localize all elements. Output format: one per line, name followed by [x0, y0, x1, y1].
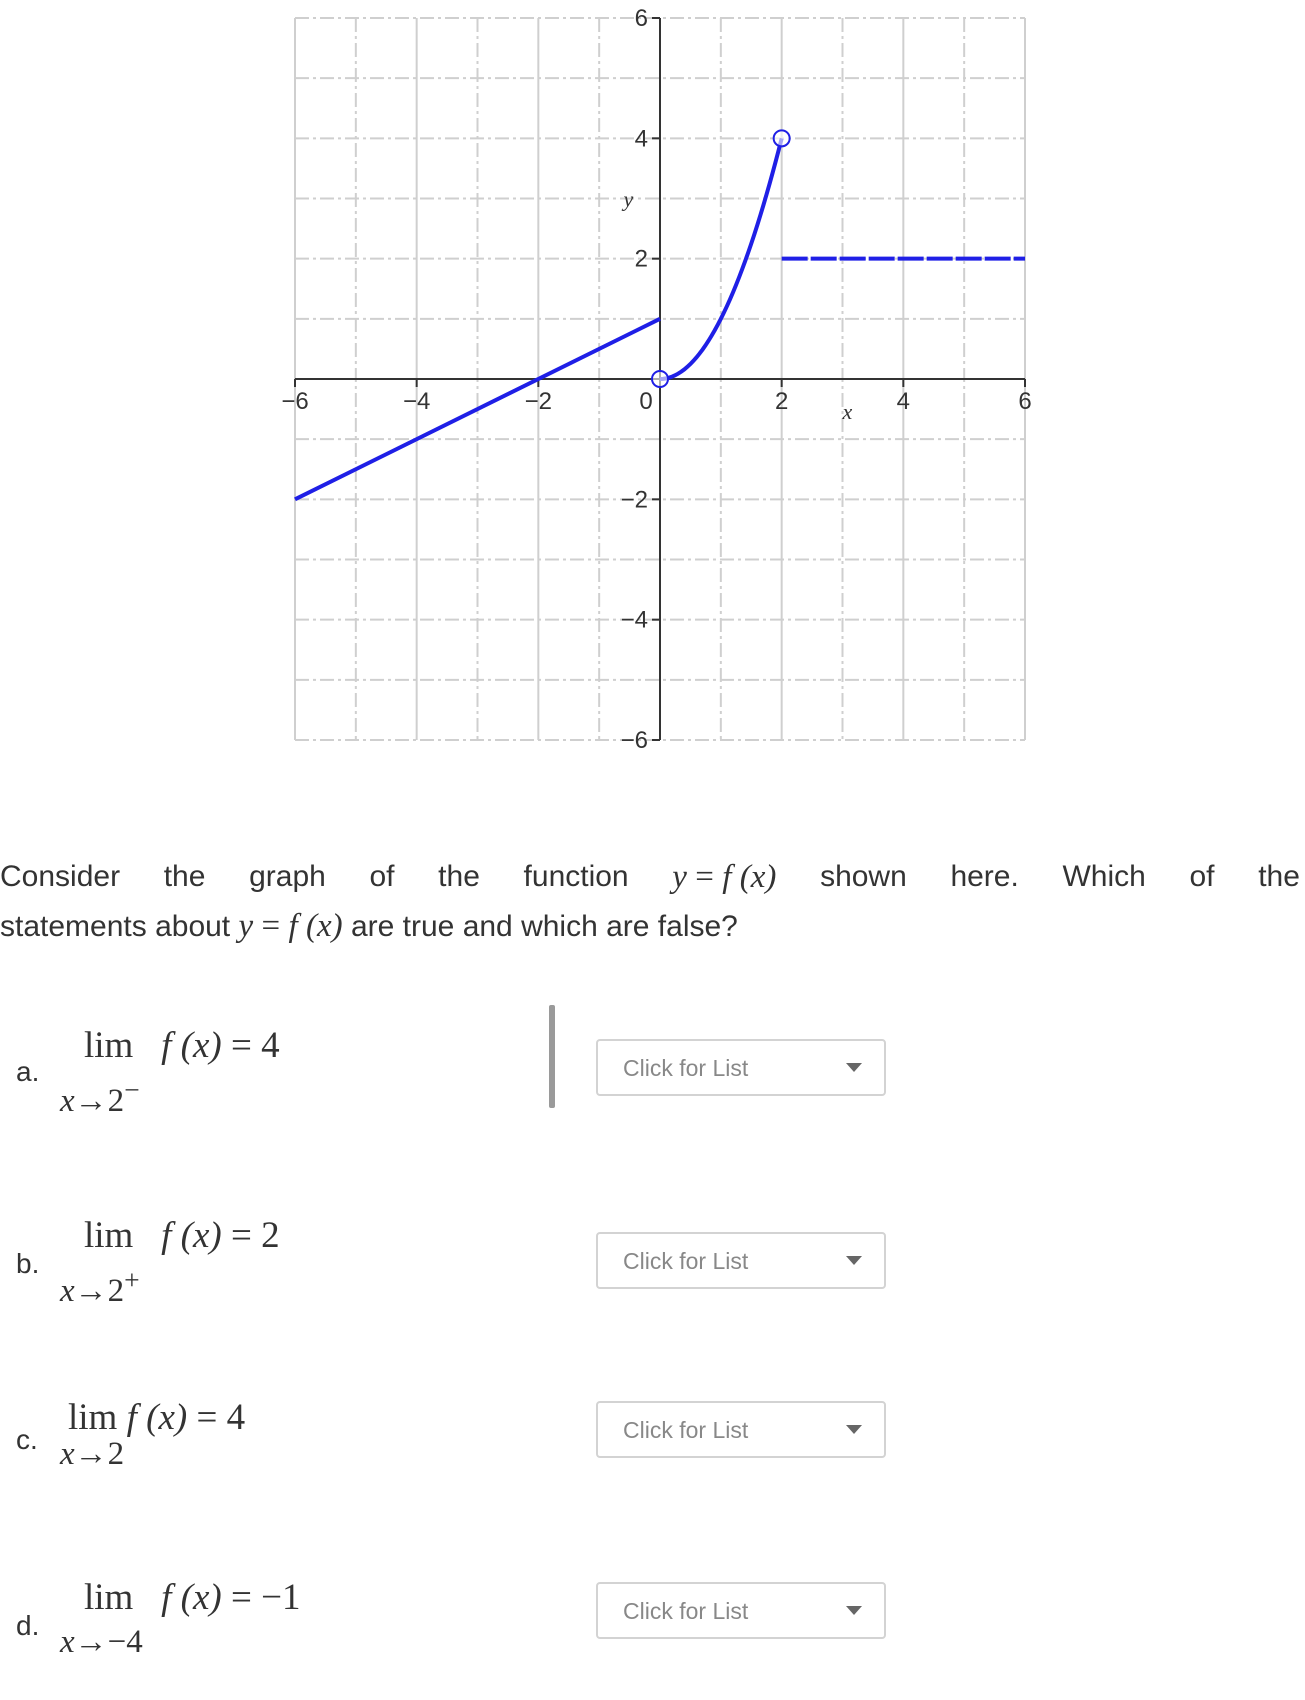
x-tick-label: −4: [402, 388, 431, 415]
y-tick-label: −4: [620, 606, 648, 634]
chevron-down-icon: [846, 1425, 862, 1434]
side-sign: −: [124, 1074, 140, 1105]
x-tick-label: 4: [896, 388, 911, 415]
lim-word: lim: [84, 1215, 134, 1256]
function-expression: y = f (x): [672, 859, 777, 895]
limit-function: f (x): [126, 1397, 188, 1438]
x-tick-label: 6: [1018, 388, 1032, 415]
open-point: [774, 130, 790, 146]
function-graph: [0, 0, 1305, 760]
word: function: [523, 860, 629, 893]
word: the: [438, 860, 480, 893]
limit-function: f (x): [161, 1577, 222, 1618]
statement-b: b. lim f (x) = 2 x→2+ Click for List: [0, 1212, 1305, 1332]
item-letter: b.: [16, 1248, 40, 1279]
x-tick-label: −6: [281, 388, 309, 415]
statement-d: d. lim f (x) = −1 x→−4 Click for List: [0, 1580, 1305, 1700]
open-point: [652, 371, 668, 387]
limit-function: f (x): [161, 1215, 222, 1256]
word: of: [369, 860, 395, 893]
word: here.: [950, 860, 1019, 893]
limit-value: 4: [226, 1397, 246, 1438]
chevron-down-icon: [846, 1606, 862, 1615]
y-tick-label: 6: [634, 5, 648, 32]
equals: =: [230, 1215, 252, 1256]
side-sign: +: [124, 1264, 140, 1295]
y-tick-label: −2: [620, 486, 648, 514]
lim-word: lim: [84, 1025, 134, 1066]
x-axis-label: x: [842, 399, 853, 425]
word: Consider: [0, 860, 121, 893]
word: Which: [1062, 860, 1146, 893]
y-tick-label: −6: [620, 727, 648, 754]
statement-c: c. lim f (x) = 4 x→2 Click for List: [0, 1400, 1305, 1520]
equals: =: [230, 1025, 252, 1066]
true-false-dropdown-d[interactable]: Click for List: [596, 1582, 886, 1639]
true-false-dropdown-a[interactable]: Click for List: [596, 1039, 886, 1096]
limit-value: 4: [261, 1025, 280, 1066]
y-tick-label: 4: [634, 125, 648, 153]
limit-value: 2: [261, 1215, 280, 1256]
word: the: [163, 860, 206, 893]
word: shown: [820, 860, 907, 893]
question-line-1: [0, 853, 1300, 902]
x-tick-label: 0: [639, 388, 653, 415]
equals: =: [196, 1397, 218, 1438]
question-line-2: statements about y = f (x) are true and which are false?: [0, 908, 738, 944]
true-false-dropdown-b[interactable]: Click for List: [596, 1232, 886, 1289]
item-letter: c.: [16, 1424, 38, 1455]
limit-value: −1: [261, 1577, 301, 1618]
word: the: [1258, 860, 1300, 893]
equals: =: [230, 1577, 252, 1618]
statement-a: a. lim f (x) = 4 x→2− Click for List: [0, 1020, 1305, 1140]
y-tick-label: 2: [634, 245, 648, 273]
lim-word: lim: [68, 1397, 118, 1438]
chevron-down-icon: [846, 1256, 862, 1265]
word: of: [1189, 860, 1215, 893]
lim-word: lim: [84, 1577, 134, 1618]
chevron-down-icon: [846, 1063, 862, 1072]
x-tick-label: 2: [774, 388, 789, 415]
question-text: [0, 853, 1305, 951]
y-axis-label: y: [623, 186, 634, 212]
x-tick-label: −2: [524, 388, 553, 415]
item-letter: d.: [16, 1610, 40, 1641]
item-letter: a.: [16, 1056, 40, 1087]
true-false-dropdown-c[interactable]: Click for List: [596, 1401, 886, 1458]
word: graph: [249, 860, 326, 893]
limit-function: f (x): [161, 1025, 222, 1066]
